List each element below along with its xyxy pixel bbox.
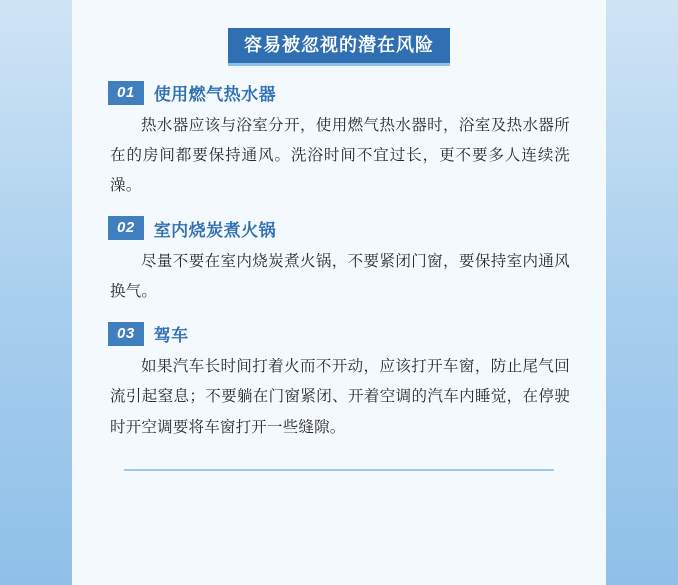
- section-02-body: 尽量不要在室内烧炭煮火锅，不要紧闭门窗，要保持室内通风换气。: [110, 252, 570, 300]
- right-decorative-band: [606, 0, 678, 585]
- section-03-body: 如果汽车长时间打着火而不开动，应该打开车窗，防止尾气回流引起窒息；不要躺在门窗紧闭、开着空调的汽车内睡觉，在停驶时开空调要将车窗打开一些缝隙。: [110, 358, 570, 436]
- content-panel: [72, 0, 606, 585]
- section-01: [94, 80, 584, 202]
- section-01-header: [108, 80, 584, 105]
- section-03: [94, 321, 584, 443]
- section-03-divider: [144, 321, 147, 346]
- section-02-heading: 室内烧炭煮火锅: [153, 220, 277, 240]
- section-01-heading: 使用燃气热水器: [153, 85, 277, 104]
- section-03-header: [108, 321, 584, 346]
- section-01-divider: [144, 80, 147, 105]
- section-02-divider: [144, 216, 147, 241]
- section-01-body: 热水器应该与浴室分开，使用燃气热水器时，浴室及热水器所在的房间都要保持通风。洗浴时间不宜过长，更不要多人连续洗澡。: [110, 117, 570, 195]
- section-02: [94, 216, 584, 307]
- section-03-heading: 驾车: [153, 326, 189, 346]
- section-01-number: 01: [108, 81, 144, 105]
- section-03-number: 03: [108, 322, 144, 346]
- left-decorative-band: [0, 0, 72, 585]
- section-02-header: [108, 216, 584, 241]
- title-container: [94, 28, 584, 66]
- bottom-divider: [124, 469, 554, 471]
- section-02-number: 02: [108, 216, 144, 240]
- page-title: 容易被忽视的潜在风险: [228, 28, 450, 66]
